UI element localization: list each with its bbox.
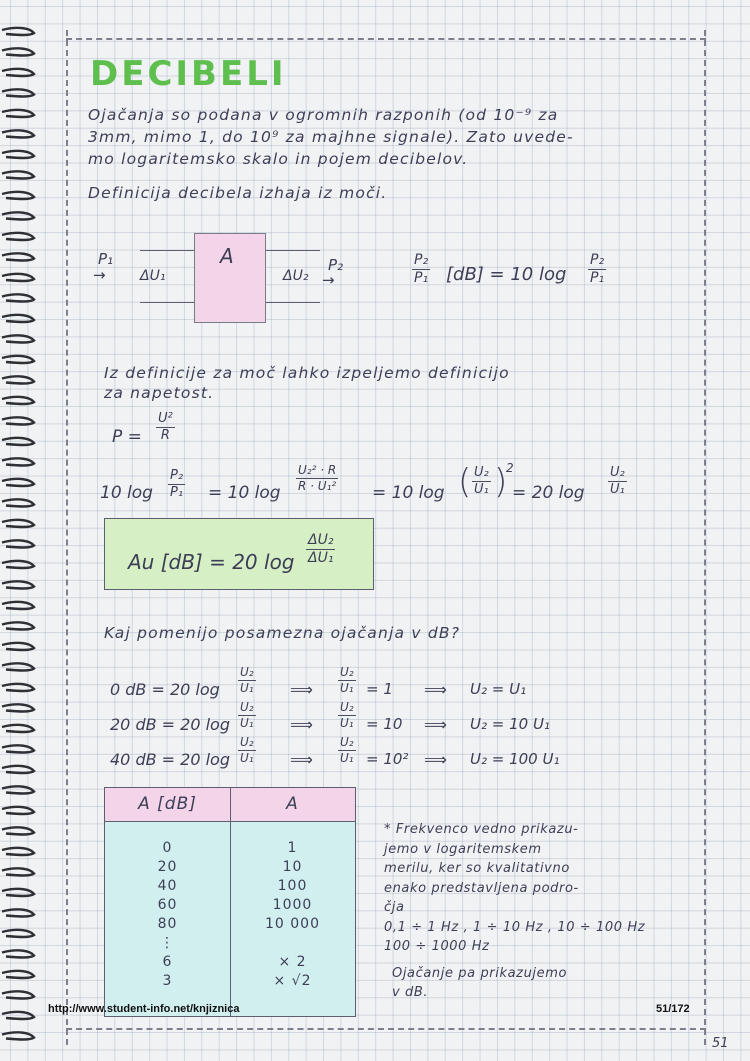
spiral-ring — [2, 827, 34, 834]
side-note-line: * Frekvenco vedno prikazu- — [384, 822, 579, 837]
power-ratio-numerator: P₂ — [412, 253, 430, 270]
power-formula-numerator: U² — [156, 412, 175, 428]
power-formula-denominator: R — [160, 428, 170, 444]
example-db-value: 20 dB = 20 log — [110, 715, 230, 734]
spiral-ring — [2, 745, 34, 752]
example-arrow-2: ⟹ — [424, 750, 447, 769]
paragraph-line-2: 3mm, mimo 1, do 10⁹ za majhne signale). Zato uvede- — [88, 128, 574, 146]
input-wire-bottom — [140, 302, 194, 303]
power-ratio-rhs-numerator: P₂ — [588, 253, 606, 270]
spiral-ring — [2, 397, 34, 404]
power-ratio-fraction-rhs — [588, 253, 606, 287]
input-wire-top — [140, 250, 194, 251]
spiral-ring — [2, 704, 34, 711]
derivation-term-2: = 10 log — [208, 483, 281, 503]
derivation-term-3: = 10 log — [372, 483, 445, 503]
amplifier-label: A — [220, 244, 234, 268]
db-table-cell-db: 60 — [157, 897, 178, 913]
db-table-cell-db: 40 — [157, 878, 178, 894]
spiral-ring — [2, 581, 34, 588]
derivation-close-paren: ) — [494, 462, 508, 502]
example-arrow-1: ⟹ — [290, 750, 313, 769]
example-arrow-2: ⟹ — [424, 680, 447, 699]
derivation-fraction-3-den: U₁ — [474, 482, 489, 498]
derivation-fraction-3 — [472, 466, 491, 498]
derivation-fraction-4 — [608, 466, 627, 498]
example-db-value: 0 dB = 20 log — [110, 680, 220, 699]
example-ratio-2 — [338, 736, 356, 765]
db-table-cell-a: 10 — [282, 859, 303, 875]
output-voltage-label: ΔU₂ — [283, 268, 309, 284]
derivation-fraction-1-num: P₂ — [168, 469, 185, 485]
spiral-ring — [2, 417, 34, 424]
spiral-ring — [2, 110, 34, 117]
voltage-intro-line-1: Iz definicije za moč lahko izpeljemo definicijo — [104, 364, 510, 382]
spiral-ring — [2, 540, 34, 547]
bottom-margin-line — [66, 1028, 706, 1030]
example-arrow-1: ⟹ — [290, 715, 313, 734]
example-ratio-2-num: U₂ — [338, 666, 356, 681]
paragraph-line-3: mo logaritemsko skalo in pojem decibelov. — [88, 150, 469, 168]
spiral-ring — [2, 622, 34, 629]
spiral-ring — [2, 294, 34, 301]
example-arrow-1: ⟹ — [290, 680, 313, 699]
spiral-ring — [2, 1012, 34, 1019]
db-table-cell-a: 1 — [287, 840, 298, 856]
example-ratio-2-den: U₁ — [340, 716, 354, 731]
spiral-ring — [2, 192, 34, 199]
spiral-ring — [2, 561, 34, 568]
example-ratio-1 — [238, 666, 256, 695]
spiral-ring — [2, 253, 34, 260]
derivation-term-1: 10 log — [100, 483, 153, 503]
power-ratio-rhs-denominator: P₁ — [590, 270, 605, 287]
spiral-ring — [2, 950, 34, 957]
voltage-intro-line-2: za napetost. — [104, 384, 215, 402]
spiral-ring — [2, 971, 34, 978]
db-table-cell-a: 10 000 — [265, 916, 320, 932]
output-wire-top — [264, 250, 320, 251]
derivation-fraction-2 — [296, 464, 338, 493]
spiral-ring — [2, 438, 34, 445]
spiral-ring — [2, 930, 34, 937]
power-db-equation: [dB] = 10 log — [446, 264, 567, 285]
example-ratio-2-den: U₁ — [340, 751, 354, 766]
example-ratio-value: = 10 — [366, 715, 403, 733]
spiral-ring — [2, 458, 34, 465]
page-number: 51 — [712, 1036, 729, 1051]
db-table-cell-a: × 2 — [278, 954, 307, 970]
derivation-fraction-2-num: U₂² · R — [296, 464, 338, 479]
db-table-cell-db: ⋮ — [160, 935, 175, 951]
question-text: Kaj pomenijo posamezna ojačanja v dB? — [104, 624, 461, 642]
side-note-2-line: Ojačanje pa prikazujemo — [392, 966, 568, 981]
db-table-cell-db: 3 — [162, 973, 173, 989]
db-table-cell-a: 100 — [277, 878, 308, 894]
gain-db-formula: Au [dB] = 20 log — [128, 550, 295, 574]
power-ratio-denominator: P₁ — [414, 270, 429, 287]
spiral-ring — [2, 499, 34, 506]
db-table — [104, 787, 356, 1017]
spiral-ring — [2, 376, 34, 383]
spiral-ring — [2, 786, 34, 793]
definition-intro: Definicija decibela izhaja iz moči. — [88, 184, 388, 202]
derivation-fraction-1 — [168, 469, 185, 501]
spiral-ring — [2, 171, 34, 178]
spiral-ring — [2, 602, 34, 609]
side-note-line: merilu, ker so kvalitativno — [384, 861, 570, 876]
spiral-ring — [2, 766, 34, 773]
output-arrow: → — [322, 271, 335, 289]
spiral-ring — [2, 807, 34, 814]
example-ratio-2-num: U₂ — [338, 736, 356, 751]
example-result: U₂ = 10 U₁ — [470, 715, 550, 733]
db-table-header-a: A — [286, 794, 299, 814]
side-note-line: jemo v logaritemskem — [384, 841, 542, 857]
example-ratio-1 — [238, 736, 256, 765]
top-margin-line — [66, 38, 706, 40]
side-note-line: enako predstavljena podro- — [384, 880, 579, 896]
power-ratio-fraction — [412, 253, 430, 287]
db-table-cell-db: 80 — [157, 916, 178, 932]
example-ratio-2 — [338, 701, 356, 730]
derivation-open-paren: ( — [458, 462, 472, 502]
example-ratio-1-den: U₁ — [240, 716, 254, 731]
example-ratio-value: = 10² — [366, 750, 409, 768]
spiral-ring — [2, 1032, 34, 1039]
spiral-ring — [2, 520, 34, 527]
derivation-exponent: 2 — [506, 461, 514, 475]
gain-db-fraction — [306, 533, 335, 567]
spiral-ring — [2, 89, 34, 96]
spiral-ring — [2, 643, 34, 650]
spiral-ring — [2, 274, 34, 281]
footer-page-count: 51/172 — [656, 1003, 690, 1015]
power-formula-lhs: P = — [112, 427, 142, 447]
side-note-line: 100 ÷ 1000 Hz — [384, 939, 490, 954]
db-table-cell-db: 20 — [157, 859, 178, 875]
db-table-cell-a: × √2 — [273, 973, 312, 989]
spiral-ring — [2, 868, 34, 875]
db-table-cell-db: 6 — [162, 954, 173, 970]
example-ratio-1-num: U₂ — [238, 701, 256, 716]
example-result: U₂ = U₁ — [470, 680, 527, 698]
spiral-ring — [2, 725, 34, 732]
paragraph-line-1: Ojačanja so podana v ogromnih razponih (od 10⁻⁹ za — [88, 106, 559, 124]
left-margin-line — [66, 30, 68, 1045]
example-ratio-2 — [338, 666, 356, 695]
example-ratio-2-den: U₁ — [340, 681, 354, 696]
gain-db-denominator: ΔU₁ — [308, 550, 334, 567]
spiral-ring — [2, 909, 34, 916]
side-note-line: 0,1 ÷ 1 Hz , 1 ÷ 10 Hz , 10 ÷ 100 Hz — [384, 919, 646, 935]
example-ratio-1-num: U₂ — [238, 666, 256, 681]
db-table-cell-a: 1000 — [272, 897, 313, 913]
example-arrow-2: ⟹ — [424, 715, 447, 734]
right-margin-line — [704, 30, 706, 1045]
input-arrow: → — [93, 266, 106, 284]
power-formula-fraction — [156, 412, 175, 444]
spiral-ring — [2, 991, 34, 998]
input-power-label: P₁ — [98, 250, 114, 268]
db-table-cell-db: 0 — [162, 840, 173, 856]
example-db-value: 40 dB = 20 log — [110, 750, 230, 769]
page-title: DECIBELI — [90, 54, 287, 94]
example-ratio-value: = 1 — [366, 680, 393, 698]
derivation-fraction-2-den: R · U₁² — [298, 479, 337, 494]
output-wire-bottom — [264, 302, 320, 303]
spiral-ring — [2, 848, 34, 855]
db-table-header-db: A [dB] — [138, 794, 197, 814]
derivation-fraction-3-num: U₂ — [472, 466, 491, 482]
side-note-line: čja — [384, 900, 405, 915]
example-ratio-1 — [238, 701, 256, 730]
side-note-2-line: v dB. — [392, 985, 429, 1000]
example-ratio-1-den: U₁ — [240, 681, 254, 696]
spiral-ring — [2, 151, 34, 158]
derivation-fraction-1-den: P₁ — [170, 485, 184, 501]
spiral-ring — [2, 315, 34, 322]
spiral-ring — [2, 684, 34, 691]
spiral-ring — [2, 69, 34, 76]
derivation-fraction-4-num: U₂ — [608, 466, 627, 482]
spiral-ring — [2, 356, 34, 363]
gain-db-numerator: ΔU₂ — [306, 533, 335, 550]
example-result: U₂ = 100 U₁ — [470, 750, 560, 768]
spiral-ring — [2, 335, 34, 342]
input-voltage-label: ΔU₁ — [140, 268, 166, 284]
spiral-binding — [0, 0, 38, 1061]
spiral-ring — [2, 130, 34, 137]
example-ratio-2-num: U₂ — [338, 701, 356, 716]
footer-url[interactable]: http://www.student-info.net/knjiznica — [48, 1003, 240, 1015]
spiral-ring — [2, 212, 34, 219]
derivation-fraction-4-den: U₁ — [610, 482, 625, 498]
derivation-term-4: = 20 log — [512, 483, 585, 503]
spiral-ring — [2, 663, 34, 670]
output-power-label: P₂ — [328, 256, 344, 274]
example-ratio-1-num: U₂ — [238, 736, 256, 751]
spiral-ring — [2, 48, 34, 55]
spiral-ring — [2, 479, 34, 486]
spiral-ring — [2, 233, 34, 240]
spiral-ring — [2, 28, 34, 35]
example-ratio-1-den: U₁ — [240, 751, 254, 766]
spiral-ring — [2, 889, 34, 896]
